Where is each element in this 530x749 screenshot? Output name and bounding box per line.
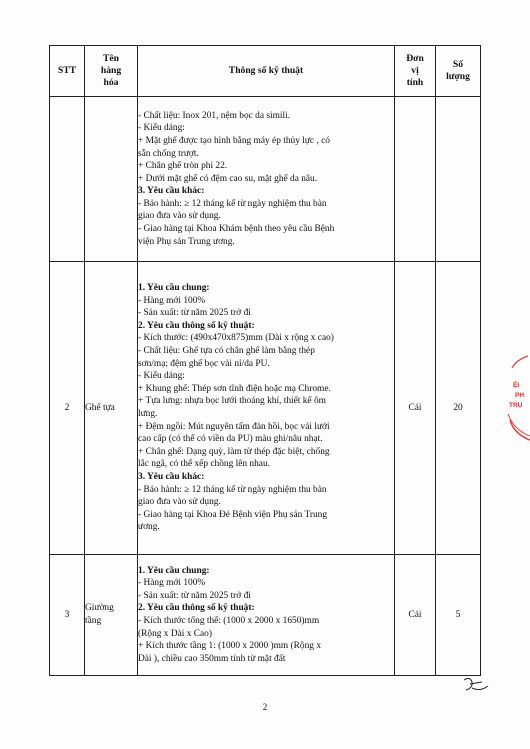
- signature-mark-icon: [458, 674, 492, 694]
- spec-line: - Chất liệu: Inox 201, nệm bọc da simili.: [138, 110, 291, 121]
- table-header-row: [50, 46, 481, 97]
- header-tinh-line: tính: [406, 77, 424, 88]
- header-thong-so: Thông số kỹ thuật: [138, 46, 395, 97]
- spec-line: lắc ngã, có thể xếp chồng lên nhau.: [138, 459, 270, 470]
- header-so-line: Số: [452, 59, 464, 70]
- spec-line: - Bảo hành: ≥ 12 tháng kể từ ngày nghiệm thu bàn: [138, 198, 327, 209]
- spec-section-heading: 3. Yêu cầu khác:: [138, 186, 205, 197]
- spec-line: - Bảo hành: ≥ 12 tháng kể từ ngày nghiệm thu bàn: [138, 484, 327, 495]
- header-vi-line: vị: [411, 65, 419, 76]
- spec-line: sẵn chống trượt.: [138, 148, 199, 159]
- spec-line: sơn/mạ; đệm ghế bọc vải nỉ/da PU.: [138, 358, 270, 369]
- header-don-line: Đơn: [406, 53, 424, 64]
- spec-section-heading: 1. Yêu cầu chung:: [138, 565, 210, 576]
- spec-line: - Kích thước: (490x470x875)mm (Dài x rộng x cao): [138, 333, 334, 344]
- stamp-text-2: PH: [515, 392, 525, 399]
- row-item-name: [85, 555, 138, 676]
- spec-section-heading: 2. Yêu cầu thông số kỹ thuật:: [138, 603, 255, 614]
- item-name-line: Ghế tựa: [85, 402, 115, 413]
- header-ten-line: Tên: [103, 53, 119, 64]
- header-ten-hang-hoa: [85, 46, 138, 97]
- spec-line: - Hàng mới 100%: [138, 295, 206, 306]
- spec-section-heading: 2. Yêu cầu thông số kỹ thuật:: [138, 320, 255, 331]
- row-item-name: [85, 262, 138, 555]
- spec-line: Dài ), chiều cao 350mm tính từ mặt đất: [138, 653, 286, 664]
- row-quantity: [436, 97, 481, 262]
- spec-line: giao đưa vào sử dụng.: [138, 497, 221, 508]
- row-unit: [395, 97, 436, 262]
- table-row: [50, 555, 481, 676]
- stamp-text-3: TRU: [509, 402, 523, 409]
- row-stt: 3: [50, 555, 85, 676]
- spec-line: + Kích thước tầng 1: (1000 x 2000 )mm (Rộng x: [138, 641, 322, 652]
- spec-line: - Chất liệu: Ghế tựa có chân ghế làm bằng thép: [138, 346, 315, 357]
- header-luong-line: lượng: [446, 71, 470, 82]
- stamp-text-1: ỆI: [513, 382, 520, 389]
- header-hang-line: hàng: [100, 65, 122, 76]
- red-stamp-fragment: [506, 348, 530, 448]
- row-unit: Cái: [395, 262, 436, 555]
- spec-section-heading: 3. Yêu cầu khác:: [138, 471, 205, 482]
- spec-line: + Đệm ngồi: Mút nguyên tấm đàn hồi, bọc vải lưới: [138, 421, 330, 432]
- spec-section-heading: 1. Yêu cầu chung:: [138, 283, 210, 294]
- table-row: [50, 262, 481, 555]
- row-spec: [138, 97, 395, 262]
- row-stt: 2: [50, 262, 85, 555]
- table-body: [50, 97, 481, 676]
- row-spec: [138, 555, 395, 676]
- spec-line: cao cấp (có thể có viền da PU) màu ghi/nâu nhạt.: [138, 434, 323, 445]
- spec-line: lưng.: [138, 409, 158, 419]
- header-hoa-line: hóa: [103, 77, 119, 88]
- row-item-name: [85, 97, 138, 262]
- spec-line: - Sản xuất: từ năm 2025 trở đi: [138, 308, 251, 319]
- spec-line: + Chân ghế tròn phi 22.: [138, 161, 228, 172]
- row-quantity: 20: [436, 262, 481, 555]
- row-spec: [138, 262, 395, 555]
- spec-line: viện Phụ sản Trung ương.: [138, 236, 235, 247]
- row-quantity: 5: [436, 555, 481, 676]
- spec-line: - Kiểu dáng:: [138, 123, 185, 134]
- spec-line: (Rộng x Dài x Cao): [138, 628, 212, 639]
- row-stt: [50, 97, 85, 262]
- row-unit: Cái: [395, 555, 436, 676]
- table-row: [50, 97, 481, 262]
- spec-table: [49, 45, 481, 676]
- item-name-line: tầng: [85, 616, 102, 626]
- spec-line: + Tựa lưng: nhựa bọc lưới thoáng khí, thiết kế ôm: [138, 396, 326, 407]
- header-so-luong: [436, 46, 481, 97]
- spec-line: + Mặt ghế được tạo hình bằng máy ép thủy lực , có: [138, 135, 330, 146]
- spec-line: - Sản xuất: từ năm 2025 trở đi: [138, 590, 251, 601]
- spec-line: giao đưa vào sử dụng.: [138, 211, 221, 222]
- spec-line: + Khung ghế: Thép sơn tĩnh điện hoặc mạ Chrome.: [138, 383, 331, 394]
- spec-line: - Giao hàng tại Khoa Khám bệnh theo yêu cầu Bệnh: [138, 224, 335, 235]
- spec-line: - Kích thước tổng thể: (1000 x 2000 x 1650)mm: [138, 616, 320, 626]
- spec-line: - Kiểu dáng:: [138, 371, 185, 382]
- spec-line: - Hàng mới 100%: [138, 578, 206, 589]
- header-stt: STT: [50, 46, 85, 97]
- page-number: 2: [262, 702, 268, 712]
- spec-line: + Dưới mặt ghế có đệm cao su, mặt ghế da nâu.: [138, 173, 318, 184]
- spec-line: - Giao hàng tại Khoa Đẻ Bệnh viện Phụ sản Trung: [138, 509, 328, 520]
- spec-line: + Chân ghế: Dạng quỳ, làm từ thép đặc biệt, chống: [138, 446, 330, 457]
- header-don-vi-tinh: [395, 46, 436, 97]
- item-name-line: Giường: [85, 603, 114, 614]
- spec-line: ương.: [138, 522, 160, 533]
